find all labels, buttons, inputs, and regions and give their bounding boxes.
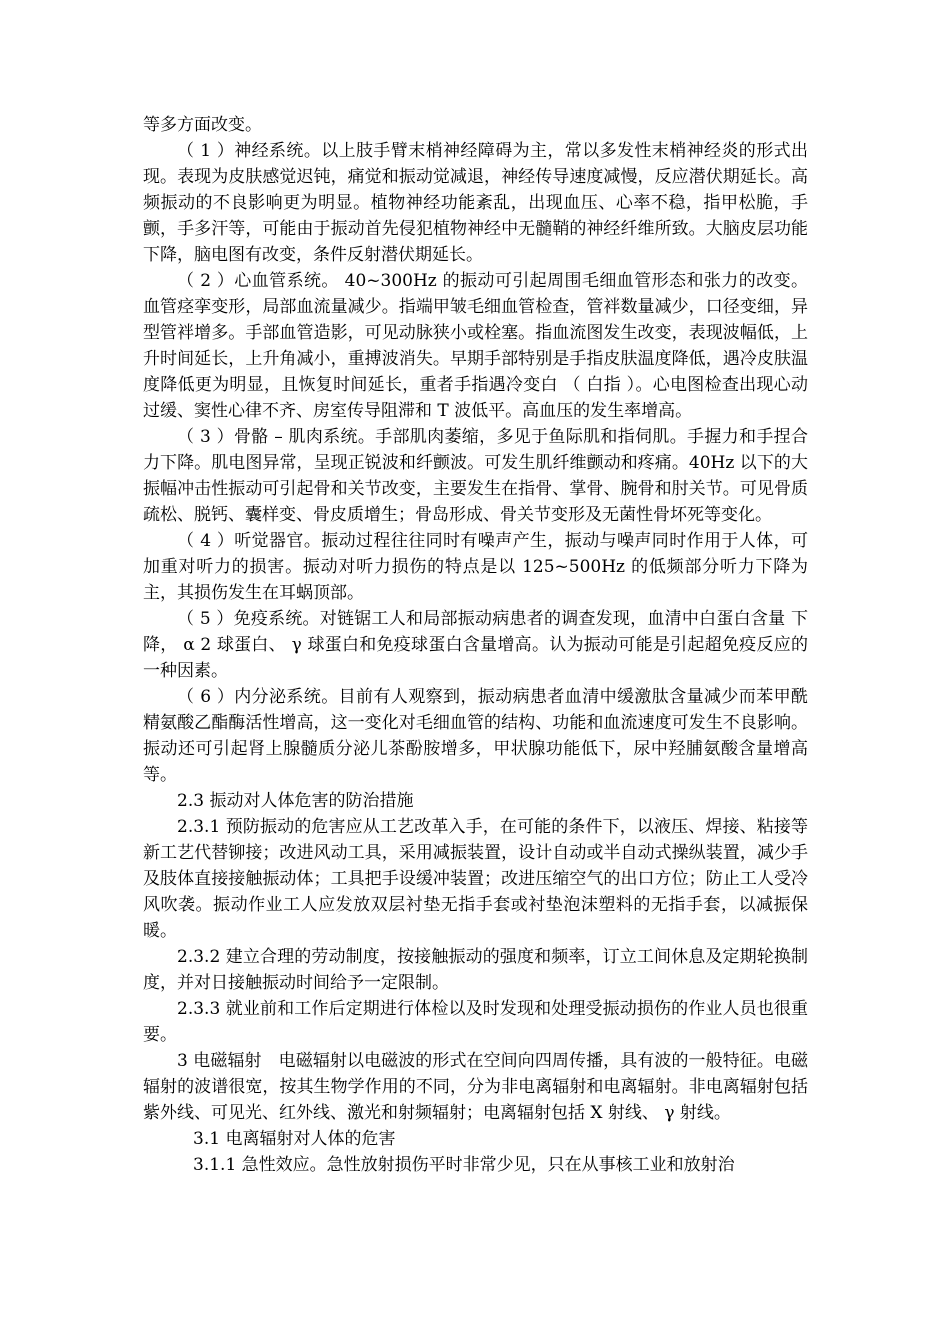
paragraph-immune-system: （ 5 ）免疫系统。对链锯工人和局部振动病患者的调查发现，血清中白蛋白含量 下降， α 2 球蛋白、 γ 球蛋白和免疫球蛋白含量增高。认为振动可能是引起超免疫反应的一种因素。 bbox=[143, 609, 808, 681]
paragraph-auditory-organ: （ 4 ）听觉器官。振动过程往往同时有噪声产生，振动与噪声同时作用于人体，可加重对听力的损害。振动对听力损伤的特点是以 125~500Hz 的低频部分听力下降为主，其损伤发生在耳蜗顶部。 bbox=[143, 531, 808, 603]
paragraph-continuation: 等多方面改变。 bbox=[143, 115, 262, 135]
paragraph-acute-effect: 3.1.1 急性效应。急性放射损伤平时非常少见，只在从事核工业和放射治 bbox=[193, 1155, 735, 1175]
section-heading-ionizing-radiation: 3.1 电离辐射对人体的危害 bbox=[193, 1129, 396, 1149]
paragraph-prevention-process: 2.3.1 预防振动的危害应从工艺改革入手，在可能的条件下，以液压、焊接、粘接等新工艺代替铆接；改进风动工具，采用减振装置，设计自动或半自动式操纵装置，减少手及肢体直接接触振动体；工具把手设缓冲装置；改进压缩空气的出口方位；防止工人受冷风吹袭。振动作业工人应发放双层衬垫无指手套或衬垫泡沫塑料的无指手套，以减振保暖。 bbox=[143, 817, 808, 941]
paragraph-musculoskeletal-system: （ 3 ）骨骼 – 肌肉系统。手部肌肉萎缩，多见于鱼际肌和指伺肌。手握力和手捏合力下降。肌电图异常，呈现正锐波和纤颤波。可发生肌纤维颤动和疼痛。40Hz 以下的大振幅冲击性振动可引起骨和关节改变，主要发生在指骨、掌骨、腕骨和肘关节。可见骨质疏松、脱钙、囊样变、骨皮质增生；骨岛形成、骨关节变形及无菌性骨坏死等变化。 bbox=[143, 427, 808, 525]
section-heading-prevention: 2.3 振动对人体危害的防治措施 bbox=[177, 791, 414, 811]
paragraph-electromagnetic-radiation: 3 电磁辐射 电磁辐射以电磁波的形式在空间向四周传播，具有波的一般特征。电磁辐射的波谱很宽，按其生物学作用的不同，分为非电离辐射和电离辐射。非电离辐射包括紫外线、可见光、红外线、激光和射频辐射；电离辐射包括 X 射线、 γ 射线。 bbox=[143, 1051, 808, 1123]
document-page bbox=[143, 112, 808, 1178]
paragraph-prevention-checkup: 2.3.3 就业前和工作后定期进行体检以及时发现和处理受振动损伤的作业人员也很重要。 bbox=[143, 999, 808, 1045]
paragraph-endocrine-system: （ 6 ）内分泌系统。目前有人观察到，振动病患者血清中缓激肽含量减少而苯甲酰精氨酸乙酯酶活性增高，这一变化对毛细血管的结构、功能和血流速度可发生不良影响。振动还可引起肾上腺髓质分泌儿茶酚胺增多，甲状腺功能低下，尿中羟脯氨酸含量增高等。 bbox=[143, 687, 808, 785]
paragraph-cardiovascular-system: （ 2 ）心血管系统。 40~300Hz 的振动可引起周围毛细血管形态和张力的改变。血管痉挛变形，局部血流量减少。指端甲皱毛细血管检查，管袢数量减少，口径变细，异型管袢增多。手部血管造影，可见动脉狭小或栓塞。指血流图发生改变，表现波幅低，上升时间延长，上升角减小，重搏波消失。早期手部特别是手指皮肤温度降低，遇冷皮肤温度降低更为明显，且恢复时间延长，重者手指遇冷变白 （ 白指 ）。心电图检查出现心动过缓、窦性心律不齐、房室传导阻滞和 T 波低平。高血压的发生率增高。 bbox=[143, 271, 808, 421]
paragraph-prevention-schedule: 2.3.2 建立合理的劳动制度，按接触振动的强度和频率，订立工间休息及定期轮换制度，并对日接触振动时间给予一定限制。 bbox=[143, 947, 808, 993]
paragraph-nervous-system: （ 1 ）神经系统。以上肢手臂末梢神经障碍为主，常以多发性末梢神经炎的形式出现。表现为皮肤感觉迟钝，痛觉和振动觉减退，神经传导速度减慢，反应潜伏期延长。高频振动的不良影响更为明显。植物神经功能紊乱，出现血压、心率不稳，指甲松脆，手颤，手多汗等，可能由于振动首先侵犯植物神经中无髓鞘的神经纤维所致。大脑皮层功能下降，脑电图有改变，条件反射潜伏期延长。 bbox=[143, 141, 808, 265]
